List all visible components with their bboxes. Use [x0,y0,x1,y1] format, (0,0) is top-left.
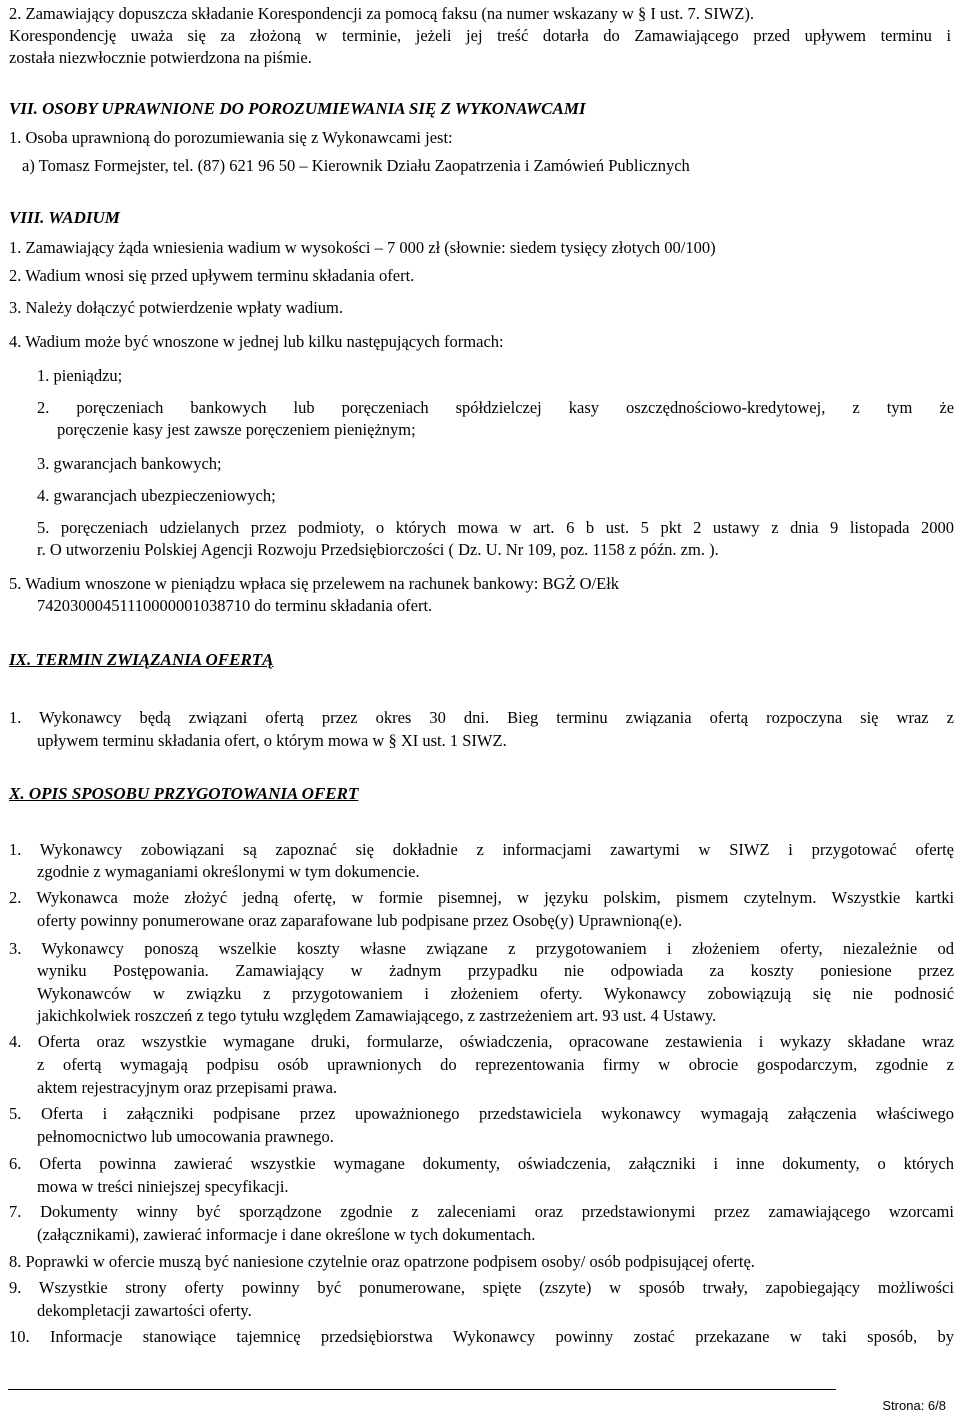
text-line: 1. Wykonawcy będą związani ofertą przez okres 30 dni. Bieg terminu związania ofertą rozpoczyna się wraz z [9,708,954,727]
text-line: Wykonawców w związku z przygotowaniem i złożeniem oferty. Wykonawcy zobowiązują się nie podnosić [37,984,955,1003]
section-heading: VIII. WADIUM [9,208,120,227]
text-line: jakichkolwiek roszczeń z tego tytułu względem Zamawiającego, z zastrzeżeniem art. 93 ust. 4 Ustawy. [37,1006,717,1025]
text-line: 7. Dokumenty winny być sporządzone zgodnie z zaleceniami oraz przedstawionymi przez zamawiającego wzorcami [9,1202,954,1221]
text-line: 74203000451110000001038710 do terminu składania ofert. [37,596,433,615]
text-line: dekompletacji zawartości oferty. [37,1301,252,1320]
text-line: 5. Wadium wnoszone w pieniądzu wpłaca się przelewem na rachunek bankowy: BGŻ O/Ełk [9,574,620,593]
section-heading: X. OPIS SPOSOBU PRZYGOTOWANIA OFERT [9,784,359,803]
text-line: pełnomocnictwo lub umocowania prawnego. [37,1127,334,1146]
text-line: 4. Wadium może być wnoszone w jednej lub kilku następujących formach: [9,332,504,351]
text-line: poręczenie kasy jest zawsze poręczeniem pieniężnym; [57,420,416,439]
text-line: wyniku Postępowania. Zamawiający w żadnym przypadku nie odpowiada za koszty poniesione przez [37,961,954,980]
text-line: oferty powinny ponumerowane oraz zaparafowane lub podpisane przez Osobę(y) Uprawnioną(e). [37,911,683,930]
text-line: a) Tomasz Formejster, tel. (87) 621 96 50 – Kierownik Działu Zaopatrzenia i Zamówień Publicznych [22,156,690,175]
text-line: 1. Wykonawcy zobowiązani są zapoznać się dokładnie z informacjami zawartymi w SIWZ i przygotować ofertę [9,840,954,859]
text-line: 6. Oferta powinna zawierać wszystkie wymagane dokumenty, oświadczenia, załączniki i inne dokumenty, o których [9,1154,954,1173]
text-line: 1. Osoba uprawnioną do porozumiewania się z Wykonawcami jest: [9,128,453,147]
text-line: aktem rejestracyjnym oraz przepisami prawa. [37,1078,338,1097]
text-line: 1. Zamawiający żąda wniesienia wadium w wysokości – 7 000 zł (słownie: siedem tysięcy złotych 00/100) [9,238,716,257]
section-heading: VII. OSOBY UPRAWNIONE DO POROZUMIEWANIA SIĘ Z WYKONAWCAMI [9,99,586,118]
text-line: 3. Należy dołączyć potwierdzenie wpłaty wadium. [9,298,343,317]
text-line: 2. Wykonawca może złożyć jedną ofertę, w formie pisemnej, w języku polskim, pismem czytelnym. Wszystkie kartki [9,888,955,907]
text-line: została niezwłocznie potwierdzona na piśmie. [9,48,312,67]
page-number: Strona: 6/8 [882,1398,946,1413]
text-line: 3. Wykonawcy ponoszą wszelkie koszty własne związane z przygotowaniem i złożeniem oferty, niezależnie od [9,939,955,958]
section-heading: IX. TERMIN ZWIĄZANIA OFERTĄ [9,650,274,669]
text-line: 10. Informacje stanowiące tajemnicę przedsiębiorstwa Wykonawcy powinny zostać przekazane w taki sposób, by [9,1327,954,1346]
text-line: mowa w treści niniejszej specyfikacji. [37,1177,289,1196]
text-line: 8. Poprawki w ofercie muszą być naniesione czytelnie oraz opatrzone podpisem osoby/ osób podpisującej ofertę. [9,1252,755,1271]
text-line: zgodnie z wymaganiami określonymi w tym dokumencie. [37,862,420,881]
text-line: (załącznikami), zawierać informacje i dane określone w tych dokumentach. [37,1225,536,1244]
text-line: 4. Oferta oraz wszystkie wymagane druki, formularze, oświadczenia, opracowane zestawienia i wykazy składane wraz [9,1032,954,1051]
text-line: 4. gwarancjach ubezpieczeniowych; [37,486,276,505]
text-line: r. O utworzeniu Polskiej Agencji Rozwoju Przedsiębiorczości ( Dz. U. Nr 109, poz. 1158 z późn. zm. ). [37,540,719,559]
text-line: 1. pieniądzu; [37,366,123,385]
text-line: 2. Wadium wnosi się przed upływem terminu składania ofert. [9,266,415,285]
text-line: 5. poręczeniach udzielanych przez podmioty, o których mowa w art. 6 b ust. 5 pkt 2 ustawy z dnia 9 listopada 2000 [37,518,954,537]
text-line: 5. Oferta i załączniki podpisane przez upoważnionego przedstawiciela wykonawcy wymagają załączenia właściwego [9,1104,954,1123]
text-line: Korespondencję uważa się za złożoną w terminie, jeżeli jej treść dotarła do Zamawiającego przed upływem terminu i [9,26,952,45]
text-line: 9. Wszystkie strony oferty powinny być ponumerowane, spięte (zszyte) w sposób trwały, zapobiegający możliwości [9,1278,954,1297]
text-line: 3. gwarancjach bankowych; [37,454,222,473]
text-line: 2. poręczeniach bankowych lub poręczeniach spółdzielczej kasy oszczędnościowo-kredytowej, z tym że [37,398,955,417]
text-line: 2. Zamawiający dopuszcza składanie Korespondencji za pomocą faksu (na numer wskazany w § I ust. 7. SIWZ). [9,4,754,23]
text-line: upływem terminu składania ofert, o którym mowa w § XI ust. 1 SIWZ. [37,731,507,750]
footer-divider [8,1389,836,1390]
text-line: z ofertą wymagają podpisu osób uprawnionych do reprezentowania firmy w obrocie gospodarczym, zgodnie z [37,1055,955,1074]
